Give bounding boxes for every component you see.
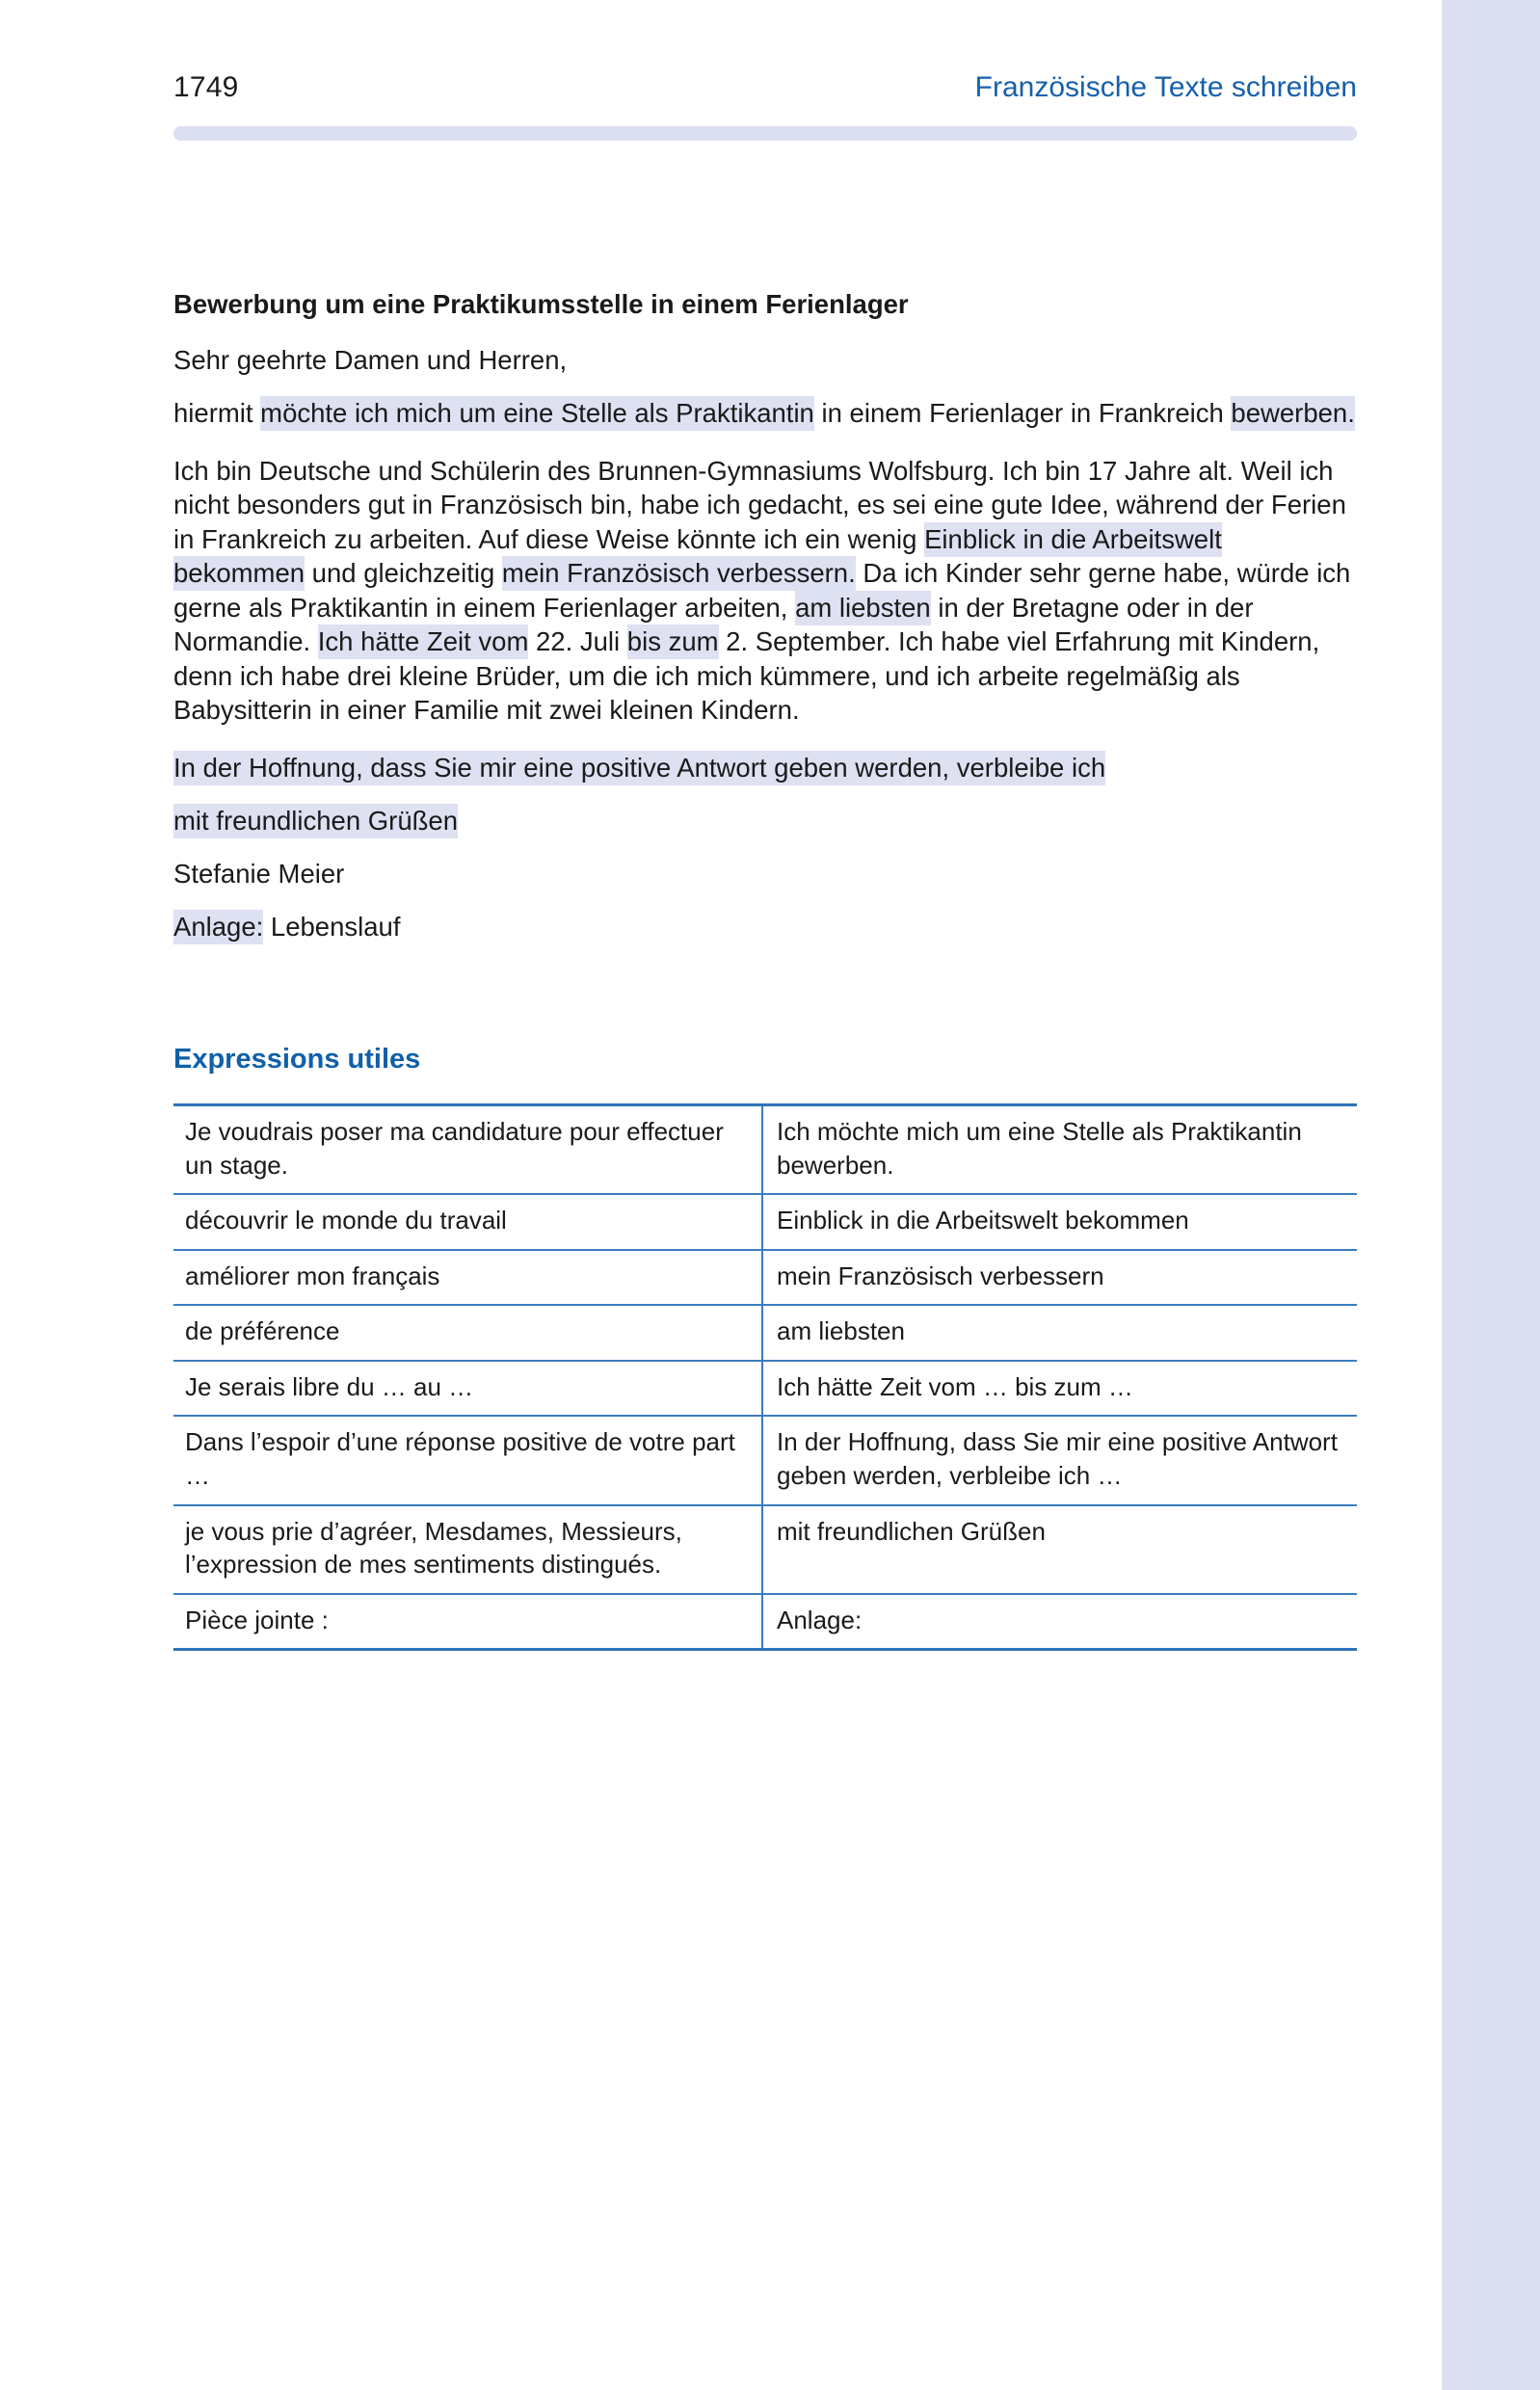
phrase-french: Je voudrais poser ma candidature pour effectuer un stage.	[173, 1105, 762, 1195]
highlight-phrase-5: am liebsten	[795, 591, 931, 625]
highlight-phrase-8: In der Hoffnung, dass Sie mir eine positive Antwort geben werden, verbleibe ich	[173, 751, 1105, 785]
body-text-2: und gleichzeitig	[305, 558, 502, 589]
opening-text-2: in einem Ferienlager in Frankreich	[813, 398, 1232, 429]
phrase-german: Einblick in die Arbeitswelt bekommen	[762, 1194, 1357, 1250]
phrase-german: Ich hätte Zeit vom … bis zum …	[762, 1361, 1357, 1417]
phrase-german: Ich möchte mich um eine Stelle als Praktikantin bewerben.	[762, 1105, 1357, 1195]
phrase-french: de préférence	[173, 1305, 762, 1361]
highlight-phrase-1: möchte ich mich um eine Stelle als Praktikantin	[260, 396, 814, 431]
phrase-french: Je serais libre du … au …	[173, 1361, 762, 1417]
phrase-french: Pièce jointe :	[173, 1594, 762, 1650]
opening-text-1: hiermit	[173, 398, 261, 429]
page-number: 1749	[173, 71, 239, 103]
letter-closing-greeting	[173, 804, 1357, 838]
letter-opening	[173, 396, 1357, 430]
expressions-table	[173, 1103, 1357, 1651]
phrase-german: In der Hoffnung, dass Sie mir eine positive Antwort geben werden, verbleibe ich …	[762, 1416, 1357, 1504]
letter-signature: Stefanie Meier	[173, 859, 345, 890]
running-head	[173, 71, 1357, 104]
table-row	[173, 1361, 1357, 1417]
attachment-value: Lebenslauf	[263, 912, 401, 943]
letter-body	[173, 454, 1357, 728]
table-row	[173, 1194, 1357, 1250]
letter-closing-hope	[173, 751, 1357, 785]
highlight-phrase-9: mit freundlichen Grüßen	[173, 804, 458, 838]
letter-attachment	[173, 910, 1357, 944]
phrase-german: Anlage:	[762, 1594, 1357, 1650]
header-rule	[173, 126, 1357, 141]
highlight-phrase-7: bis zum	[627, 624, 719, 659]
body-text-6: 2. September. Ich habe viel Erfahrung mit Kindern, denn ich habe drei kleine Brüder, um die ich mich kümmere, und ich arbeite regelmäßig als Babysitterin in einer Familie mit zwei kleinen Kindern.	[173, 626, 1320, 726]
highlight-phrase-10: Anlage:	[173, 910, 263, 944]
highlight-phrase-2: bewerben.	[1231, 396, 1354, 431]
phrase-german: am liebsten	[762, 1305, 1357, 1361]
section-title-expressions: Expressions utiles	[173, 1044, 421, 1075]
phrase-german: mein Französisch verbessern	[762, 1250, 1357, 1306]
table-row	[173, 1594, 1357, 1650]
table-row	[173, 1416, 1357, 1504]
phrase-french: améliorer mon français	[173, 1250, 762, 1306]
table-row	[173, 1505, 1357, 1594]
body-text-1: Ich bin Deutsche und Schülerin des Brunnen-Gymnasiums Wolfsburg. Ich bin 17 Jahre alt. Weil ich nicht besonders gut in Französisch bin, habe ich gedacht, es sei eine gute Idee, während der Ferien in Frankreich zu arbeiten. Auf diese Weise könnte ich ein wenig	[173, 455, 1346, 554]
phrase-french: je vous prie d’agréer, Mesdames, Messieurs, l’expression de mes sentiments distingués.	[173, 1505, 762, 1594]
sample-letter	[173, 287, 1357, 964]
body-text-3: Da ich Kinder sehr gerne habe, würde ich gerne als Praktikantin in einem Ferienlager arbeiten,	[173, 558, 1351, 623]
table-row	[173, 1305, 1357, 1361]
highlight-phrase-4: mein Französisch verbessern.	[502, 556, 856, 591]
expressions-table-body	[173, 1105, 1357, 1650]
highlight-phrase-3: Einblick in die Arbeitswelt bekommen	[173, 522, 1222, 591]
body-text-4: in der Bretagne oder in der Normandie.	[173, 592, 1254, 657]
letter-salutation: Sehr geehrte Damen und Herren,	[173, 345, 568, 376]
chapter-title: Französische Texte schreiben	[974, 71, 1357, 103]
page-edge-strip	[1442, 0, 1540, 2390]
letter-subject: Bewerbung um eine Praktikumsstelle in einem Ferienlager	[173, 289, 909, 319]
table-row	[173, 1105, 1357, 1195]
highlight-phrase-6: Ich hätte Zeit vom	[318, 624, 529, 659]
body-text-5: 22. Juli	[528, 626, 627, 657]
phrase-french: Dans l’espoir d’une réponse positive de votre part …	[173, 1416, 762, 1504]
phrase-german: mit freundlichen Grüßen	[762, 1505, 1357, 1594]
phrase-french: découvrir le monde du travail	[173, 1194, 762, 1250]
table-row	[173, 1250, 1357, 1306]
